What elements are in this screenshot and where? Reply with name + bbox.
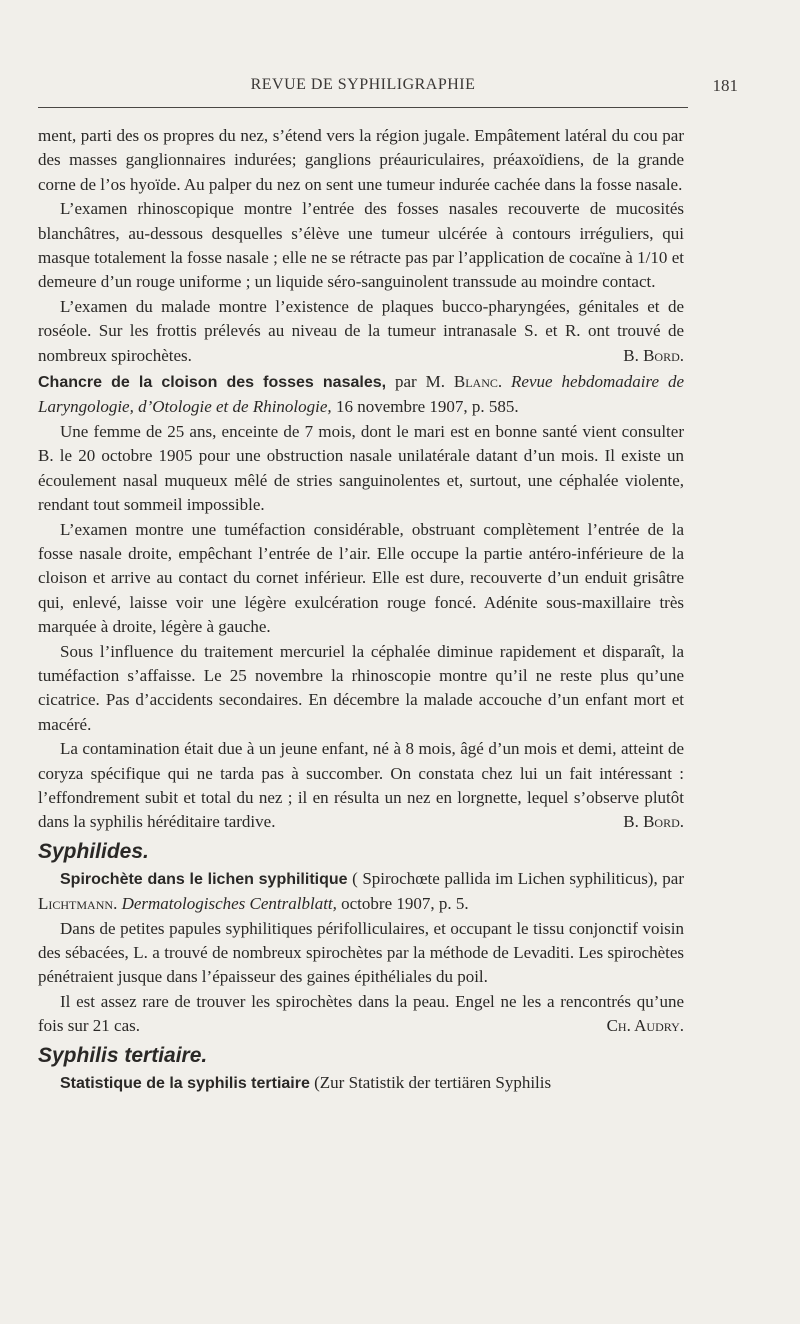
section-heading: Syphilides. [38,839,149,863]
paragraph: L’examen montre une tuméfaction considérable, obstruant complètement l’entrée de la fosse nasale droite, empêchant l’entrée de l’air. Elle occupe la partie antéro-inférieure de la cloison et arrive au contact du cornet inférieur. Elle est dure, recouverte d’un enduit grisâtre qui, enlevé, laisse voir une légère exulcération rouge foncé. Adénite sous-maxillaire très marquée à droite, légère à gauche. [38,519,684,637]
paragraph-text: Il est assez rare de trouver les spirochètes dans la peau. Engel ne les a rencontrés qu’une fois sur 21 cas. [38,991,684,1036]
paragraph: Dans de petites papules syphilitiques périfolliculaires, et occupant le tissu conjonctif voisin des sébacées, L. a trouvé de nombreux spirochètes par la méthode de Levaditi. Les spirochètes pénétraient jusque dans l’épaisseur des gaines épithéliales du poil. [38,918,684,987]
article-author: Lichtmann [38,894,114,914]
paragraph-text: La contamination était due à un jeune enfant, né à 8 mois, âgé d’un mois et demi, atteint de coryza spécifique qui ne tarda pas à succomber. On constata chez lui un fait intéressant : l’effondrement subit et total du nez ; il en résulta un nez en lorgnette, lequel s’observe plutôt dans la syphilis héréditaire tardive. [38,739,684,832]
page-number: 181 [712,76,738,95]
journal-name: Revue hebdomadaire de Laryngologie, d’Otologie et de Rhinologie, [38,372,684,417]
paragraph [38,990,684,1039]
article-subtitle: ( Spirochœte pallida im Lichen syphiliticus), par [347,868,684,888]
running-head [38,76,738,102]
separator: . [497,372,512,392]
paragraph [38,295,684,368]
body-text [38,124,684,1096]
paragraph: L’examen rhinoscopique montre l’entrée des fosses nasales recouverte de mucosités blanchâtres, au-dessous desquelles s’élève une tumeur ulcérée à contours irréguliers, qui masque totalement la fosse nasale ; elle ne se rétracte pas par l’application de cocaïne à 1/10 et demeure d’un rouge uniforme ; un liquide séro-sanguinolent transsude au moindre contact. [38,199,684,292]
signature: Ch. Audry. [606,1016,684,1036]
paragraph [38,737,684,835]
article-title: Spirochète dans le lichen syphilitique [60,870,348,888]
paragraph: Une femme de 25 ans, enceinte de 7 mois, dont le mari est en bonne santé vient consulter B. le 20 octobre 1905 pour une obstruction nasale unilatérale datant d’un mois. Il existe un écoulement nasal muqueux mêlé de stries sanguinolentes et, surtout, une céphalée violente, rendant tout sommeil impossible. [38,421,684,515]
section-heading: Syphilis tertiaire. [38,1043,208,1067]
paragraph: Sous l’influence du traitement mercuriel la céphalée diminue rapidement et disparaît, la tuméfaction s’affaisse. Le 25 novembre la rhinoscopie montre qu’il ne reste plus qu’une cicatrice. Pas d’accidents secondaires. En décembre la malade accouche d’un enfant mort et macéré. [38,641,684,734]
paragraph-text: L’examen du malade montre l’existence de plaques bucco-pharyngées, génitales et de roséole. Sur les frottis prélevés au niveau de la tumeur intranasale S. et R. ont trouvé de nombreux spirochètes. [38,296,684,365]
separator: . [113,894,122,914]
article-title: Chancre de la cloison des fosses nasales, [38,374,387,392]
signature: B. Bord. [623,345,684,365]
article-heading [38,1071,684,1096]
journal-name: Dermatologisches Centralblatt, [121,894,337,914]
article-subtitle: (Zur Statistik der tertiären Syphilis [309,1072,552,1092]
author-prefix: par M. [386,372,454,392]
article-author: Blanc [453,372,498,392]
article-heading [38,370,684,420]
header-rule [38,107,688,108]
signature: B. Bord. [623,812,684,832]
paragraph: ment, parti des os propres du nez, s’étend vers la région jugale. Empâtement latéral du cou par des masses ganglionnaires indurées; ganglions préauriculaires, préaxoïdiens, de la grande corne de l’os hyoïde. Au palper du nez on sent une tumeur indurée cachée dans la fosse nasale. [38,126,684,194]
running-head-title: REVUE DE SYPHILIGRAPHIE [250,76,476,93]
citation: octobre 1907, p. 5. [336,894,469,914]
article-title: Statistique de la syphilis tertiaire [60,1074,310,1092]
article-heading [38,867,684,917]
citation: 16 novembre 1907, p. 585. [331,397,519,417]
